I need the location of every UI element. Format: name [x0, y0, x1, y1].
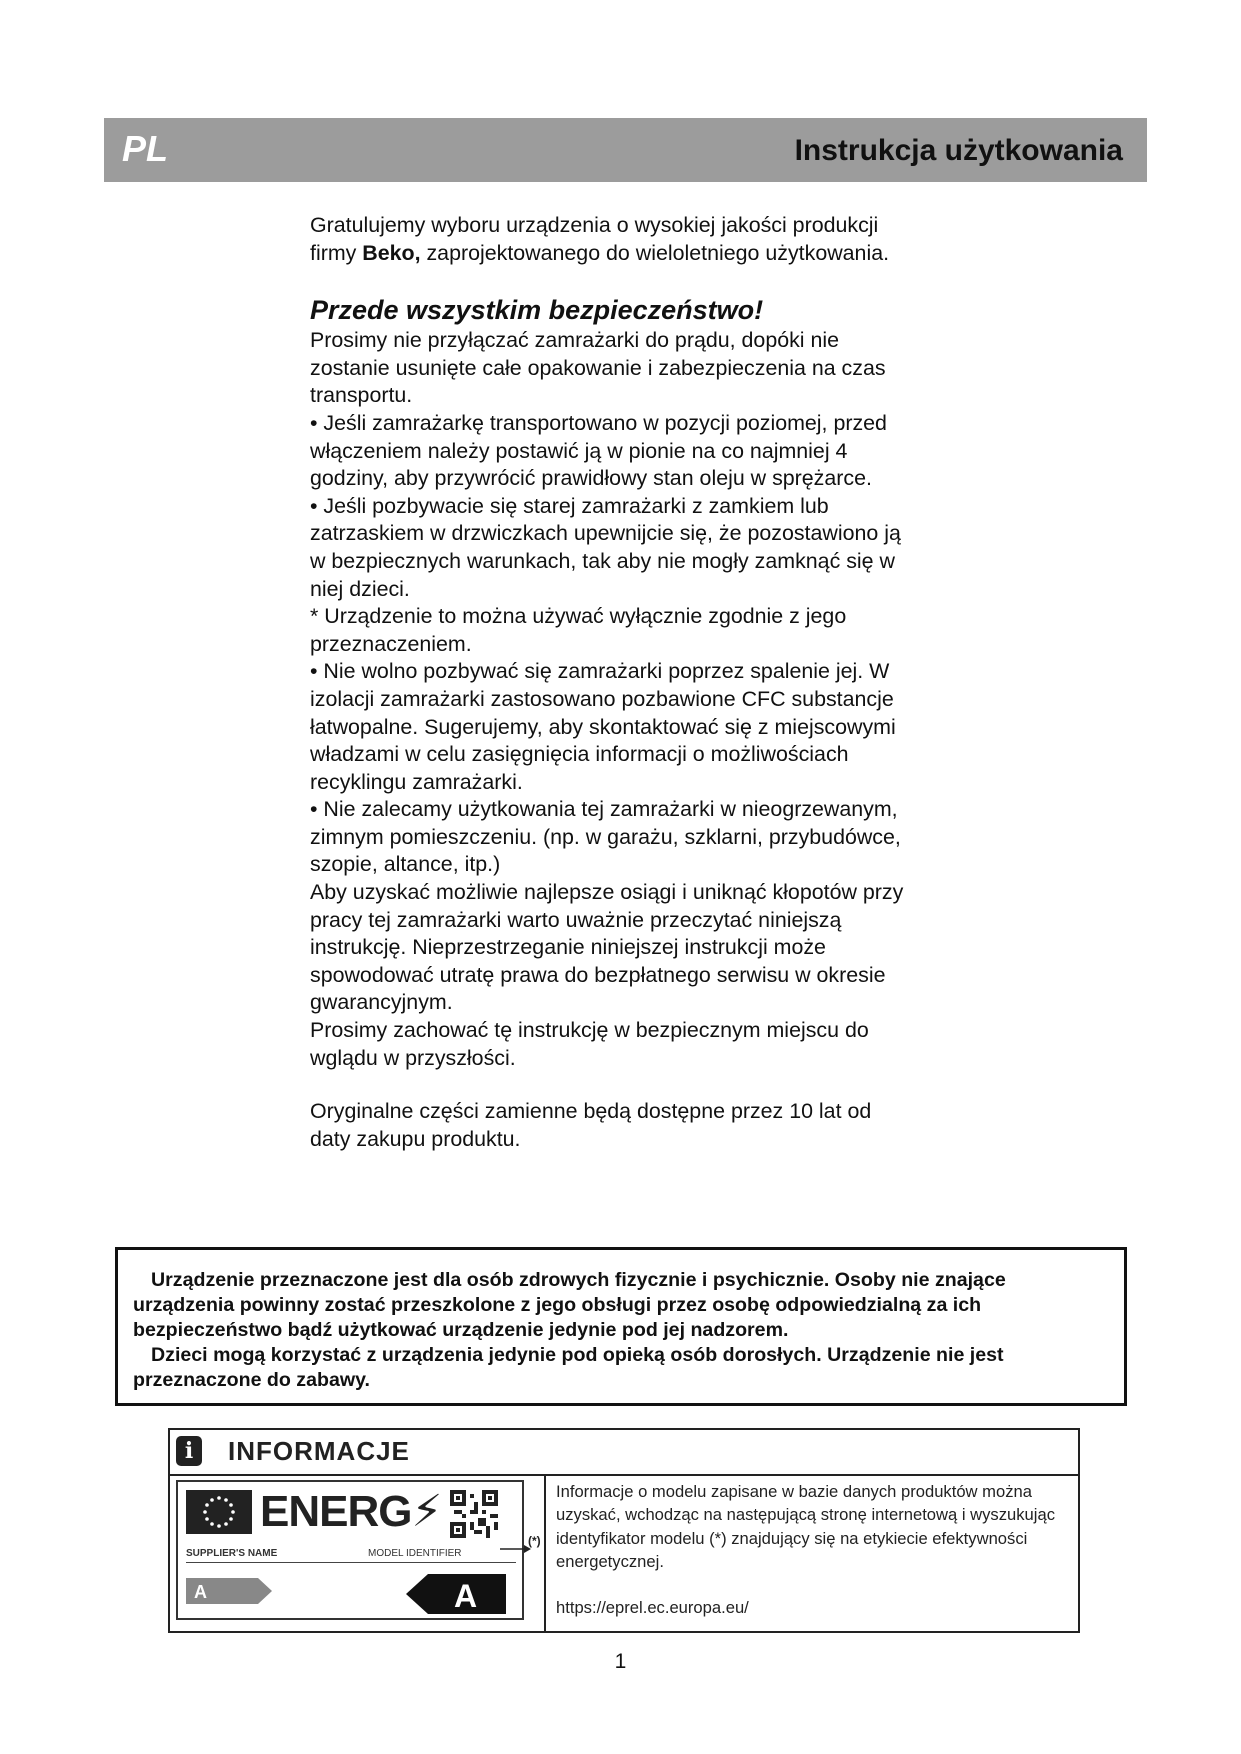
model-identifier-label: MODEL IDENTIFIER: [368, 1548, 462, 1559]
safety-paragraph: • Nie wolno pozbywać się zamrażarki poprzez spalenie jej. W izolacji zamrażarki zastosowano pozbawione CFC substancje łatwopalne. Sugerujemy, aby skontaktować się z miejscowymi władzami w celu zasięgnięcia informacji o możliwościach recyklingu zamrażarki.: [310, 659, 896, 794]
page-number: 1: [614, 1650, 627, 1673]
page-header: [104, 118, 1147, 182]
info-divider: [544, 1474, 546, 1631]
info-title: INFORMACJE: [228, 1436, 410, 1466]
safety-paragraph: Aby uzyskać możliwie najlepsze osiągi i uniknąć kłopotów przy pracy tej zamrażarki warto uważnie przeczytać niniejszą instrukcję. Nieprzestrzeganie niniejszej instrukcji może spowodować utratę prawa do bezpłatnego serwisu w okresie gwarancyjnym.: [310, 880, 904, 1015]
safety-paragraph: • Jeśli pozbywacie się starej zamrażarki z zamkiem lub zatrzaskiem w drzwiczkach upewnijcie się, że pozostawiono ją w bezpiecznych warunkach, tak aby nie mogły zamknąć się w niej dzieci.: [310, 493, 901, 601]
safety-paragraph: • Jeśli zamrażarkę transportowano w pozycji poziomej, przed włączeniem należy postawić ją w pionie na co najmniej 4 godziny, aby przywrócić prawidłowy stan oleju w sprężarce.: [310, 410, 887, 491]
language-code: PL: [122, 128, 169, 169]
energy-wordmark: ENERG⚡: [260, 1487, 442, 1536]
page-title: Instrukcja użytkowania: [794, 134, 1123, 167]
warning-paragraph: Dzieci mogą korzystać z urządzenia jedynie pod opieką osób dorosłych. Urządzenie nie jest przeznaczone do zabawy.: [133, 1344, 1004, 1391]
warning-paragraph: Urządzenie przeznaczone jest dla osób zdrowych fizycznie i psychicznie. Osoby nie znające urządzenia powinny zostać przeszkolone z jego obsługi przez osobę odpowiedzialną za ich bezpieczeństwo bądź użytkować urządzenie jedynie pod jej nadzorem.: [133, 1269, 1006, 1341]
model-marker: (*): [528, 1534, 541, 1548]
intro-paragraph: [310, 212, 910, 267]
energy-class-arrow-small: [186, 1578, 272, 1604]
energy-class-arrow-big: [406, 1574, 506, 1614]
label-divider: [186, 1562, 516, 1563]
info-header: [170, 1430, 1078, 1476]
eu-flag-icon: [186, 1490, 252, 1534]
arrow-right-icon: [500, 1542, 532, 1556]
safety-paragraph: Prosimy zachować tę instrukcję w bezpiecznym miejscu do wglądu w przyszłości.: [310, 1018, 869, 1070]
safety-paragraph: * Urządzenie to można używać wyłącznie zgodnie z jego przeznaczeniem.: [310, 604, 847, 656]
info-text: Informacje o modelu zapisane w bazie danych produktów można uzyskać, wchodząc na następującą stronę internetową i wyszukując identyfikator modelu (*) znajdujący się na etykiecie efektywności energetycznej.: [556, 1482, 1055, 1572]
brand-name: Beko,: [362, 240, 421, 265]
supplier-name-label: SUPPLIER'S NAME: [186, 1548, 278, 1559]
energy-label: [176, 1480, 524, 1620]
eprel-link[interactable]: https://eprel.ec.europa.eu/: [556, 1597, 749, 1617]
svg-text:A: A: [454, 1578, 478, 1614]
safety-paragraph: • Nie zalecamy użytkowania tej zamrażarki w nieogrzewanym, zimnym pomieszczeniu. (np. w garażu, szklarni, przybudówce, szopie, altance, itp.): [310, 797, 901, 877]
intro-text-end: zaprojektowanego do wieloletniego użytkowania.: [420, 240, 890, 265]
safety-heading: Przede wszystkim bezpieczeństwo!: [310, 295, 764, 326]
intro-text-start: Gratulujemy wyboru urządzenia o wysokiej jakości produkcji firmy: [310, 213, 879, 265]
safety-paragraph: Prosimy nie przyłączać zamrażarki do prądu, dopóki nie zostanie usunięte całe opakowanie i zabezpieczenia na czas transportu.: [310, 328, 886, 408]
info-description: [556, 1480, 1066, 1619]
main-text: [310, 212, 910, 1153]
qr-code-icon: [450, 1490, 498, 1538]
warning-box: [115, 1247, 1127, 1406]
info-box: [168, 1428, 1080, 1633]
info-icon: i: [176, 1436, 202, 1466]
svg-text:A: A: [194, 1582, 207, 1602]
spare-parts-note: Oryginalne części zamienne będą dostępne przez 10 lat od daty zakupu produktu.: [310, 1099, 872, 1151]
